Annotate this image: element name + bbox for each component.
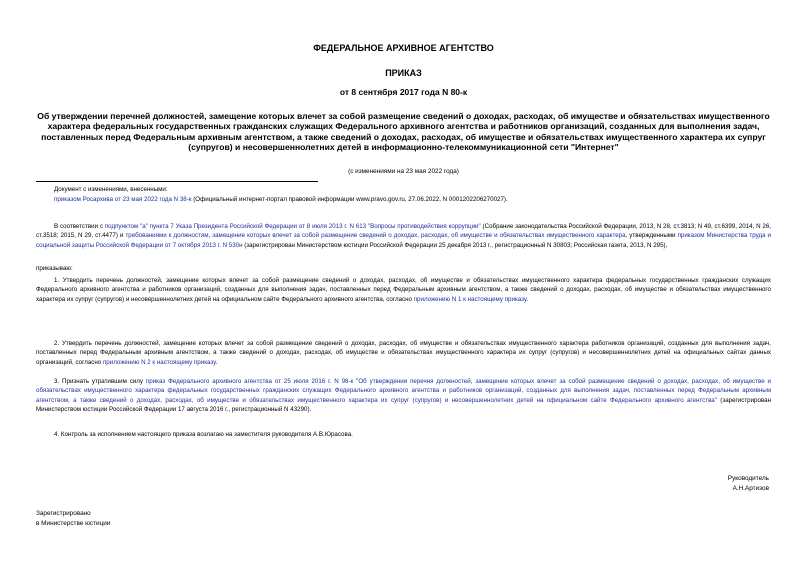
basis-paragraph [36,222,771,250]
divider-line [36,181,318,182]
order-word: приказываю: [36,265,73,272]
amendment-order-link[interactable]: приказом Росархива от 23 мая 2022 года N 38-к [54,195,192,203]
item-2-paragraph [36,339,771,367]
signatory-name: А.Н.Артизов [732,485,769,492]
amendments-line [54,195,754,205]
basis-text-3: , утвержденными [625,232,678,240]
mintrud-order-530n-link[interactable]: приказом Министерства труда и социальной защиты Российской Федерации от 7 октября 2013 г. N 530н [36,232,772,249]
item-2-end: . [215,358,218,366]
date-number-heading: от 8 сентября 2017 года N 80-к [339,87,468,97]
registration-note [36,509,110,529]
item-1-end: . [526,295,529,303]
amendment-source-text: (Официальный интернет-портал правовой информации www.pravo.gov.ru, 27.06.2022, N 0001202206270027). [191,195,508,203]
agency-heading: ФЕДЕРАЛЬНОЕ АРХИВНОЕ АГЕНТСТВО [313,43,494,53]
revision-note: (с изменениями на 23 мая 2022 года) [348,168,459,175]
item-3-paragraph [36,377,771,415]
document-type-heading: ПРИКАЗ [385,68,422,78]
item-3-text: 3. Признать утратившим силу [54,378,146,385]
appendix-1-link[interactable]: приложению N 1 к настоящему приказу [413,295,527,303]
basis-text-1: В соответствии с [54,223,105,230]
item-1-text: 1. Утвердить перечень должностей, замещение которых влечет за собой размещение сведений о доходах, расходах, об имуществе и обязательствах имущественного характера федеральных государственных гражданских служащих Федерального архивного агентства и работников организаций, созданных для выполнения задач, поставленных перед Федеральным архивным агентством, а также сведений о доходах, расходах, об имуществе и обязательствах имущественного характера их супруг (супругов) и несовершеннолетних детей на официальном сайте Федерального архивного агентства, согласно [36,277,771,303]
item-2-text: 2. Утвердить перечень должностей, замещение которых влечет за собой размещение сведений о доходах, расходах, об имуществе и обязательствах имущественного характера работников организаций, созданных для выполнения задач, поставленных перед Федеральным архивным агентством, а также сведений о доходах, расходах, об имуществе и обязательствах имущественного характера их супруг (супругов) и несовершеннолетних детей на официальных сайтах данных организаций, согласно [36,340,771,366]
amendments-heading: Документ с изменениями, внесенными: [54,186,168,193]
item-1-paragraph [36,276,771,304]
document-title: Об утверждении перечней должностей, замещение которых влечет за собой размещение сведений о доходах, расходах, об имуществе и обязательствах имущественного характера федеральных государственных гражданских служащих Федерального архивного агентства и работников организаций, созданных для выполнения задач, поставленных перед Федеральным архивным агентством, а также сведений о доходах, расходах, об имуществе и обязательствах имущественного характера их супруг (супругов) и несовершеннолетних детей в информационно-телекоммуникационной сети "Интернет" [37,111,770,152]
item-4-text: 4. Контроль за исполнением настоящего приказа возлагаю на заместителя руководителя А.В.Юрасова. [54,431,353,438]
registration-line-2: в Министерстве юстиции [36,520,111,527]
basis-text-4: (зарегистрирован Министерством юстиции Российской Федерации 25 декабря 2013 г., регистрационный N 30803; Российская газета, 2013, N 295), [242,241,668,249]
signatory-position: Руководитель [727,475,769,482]
position-requirements-link[interactable]: требованиями к должностям, замещение которых влечет за собой размещение сведений о доходах, расходах, об имуществе и обязательствах имущественного характера [125,232,626,240]
decree-613-link[interactable]: подпунктом "а" пункта 7 Указа Президента Российской Федерации от 8 июля 2013 г. N 613 "Вопросы противодействия коррупции" [104,223,481,230]
basis-text-2: (Собрание законодательства Российской Федерации, 2013, N 28, ст.3813; N 49, ст.6399, 2014, N 26, ст.3518; 2015, N 29, ст.4477) и [36,223,771,240]
item-4-paragraph [36,430,771,439]
amendments-block [54,185,754,204]
repealed-order-98k-link[interactable]: приказ Федерального архивного агентства от 25 июля 2016 г. N 98-к "Об утверждении перечня должностей, замещение которых влечет за собой размещение сведений о доходах, расходах, об имуществе и обязательствах имущественного характера федеральных государственных гражданских служащих Федерального архивного агентства и работников организаций, созданных для выполнения задач, поставленных перед Федеральным архивным агентством, а также сведений о доходах, расходах, об имуществе и обязательствах имущественного характера их супруг (супругов) и несовершеннолетних детей на официальном сайте Федерального архивного агентства" [36,378,771,404]
registration-line-1: Зарегистрировано [36,510,91,517]
appendix-2-link[interactable]: приложению N 2 к настоящему приказу [102,358,216,366]
signature-block [728,474,769,494]
item-3-end: (зарегистрирован Министерством юстиции Российской Федерации 17 августа 2016 г., регистрационный N 43290). [36,396,772,414]
